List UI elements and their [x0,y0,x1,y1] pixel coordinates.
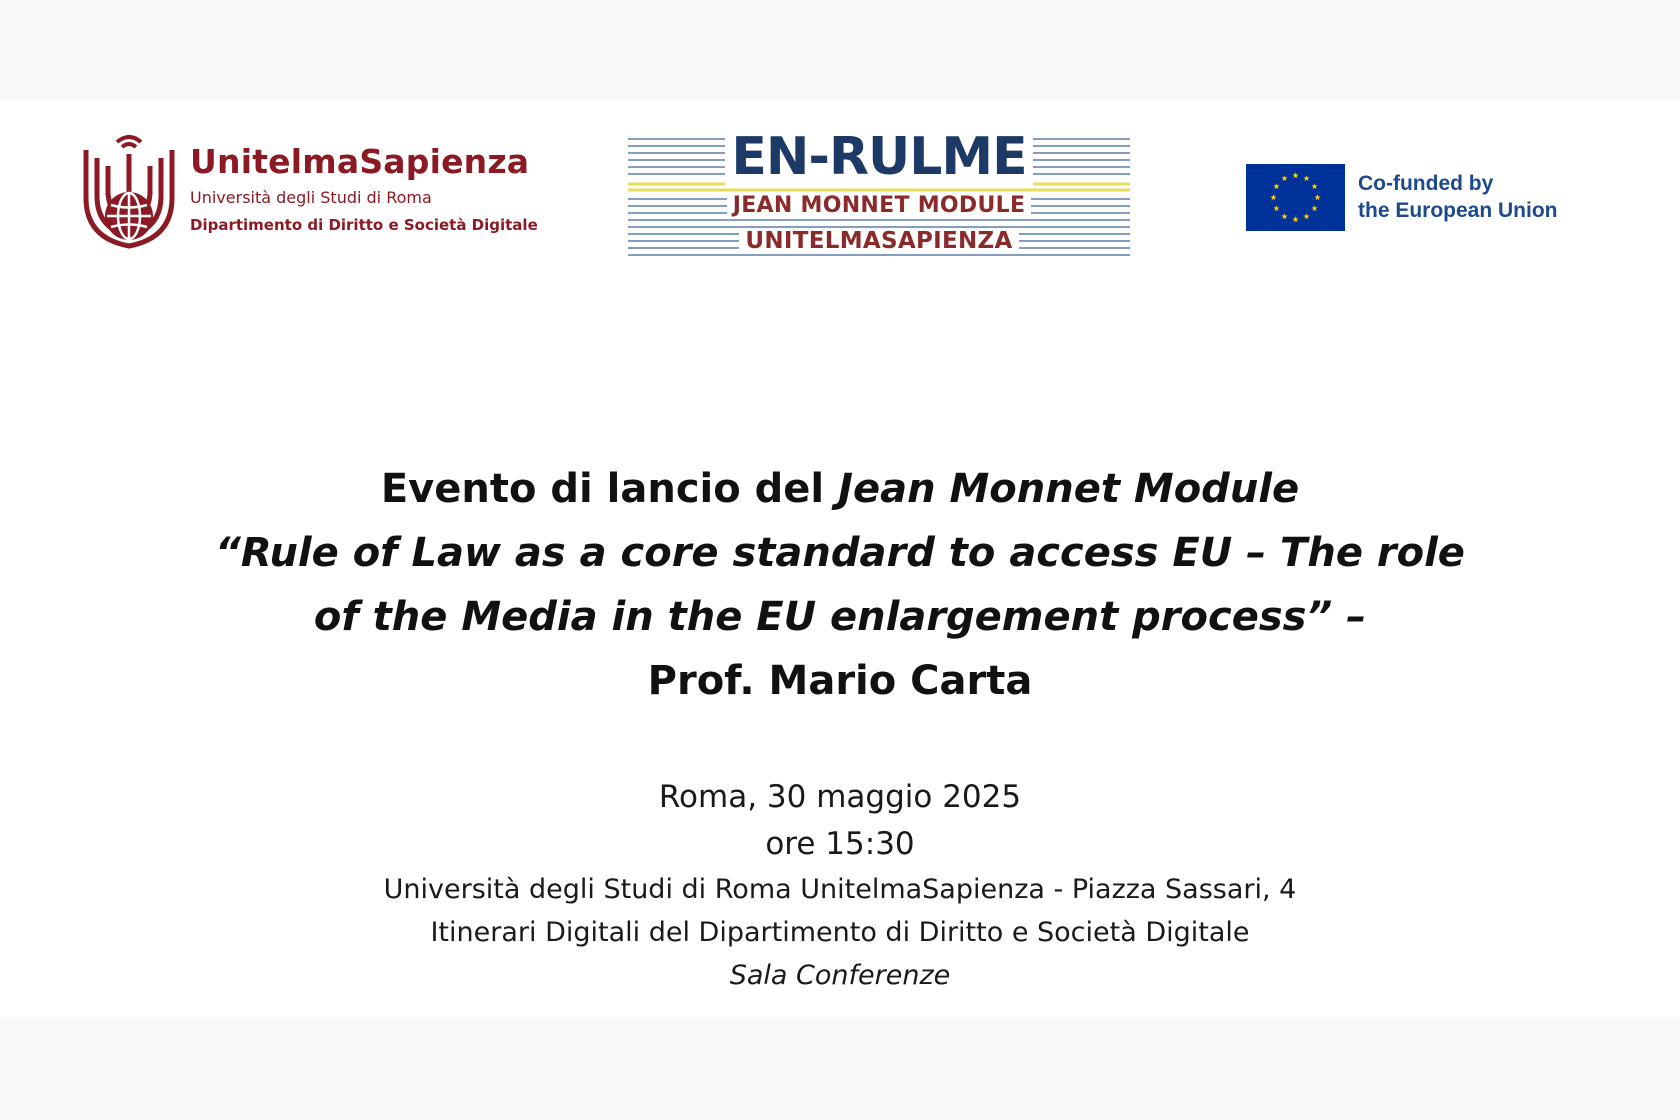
event-place: Università degli Studi di Roma UnitelmaSapienza - Piazza Sassari, 4 [383,874,1297,905]
university-subtitle: Università degli Studi di Roma [190,188,432,207]
jean-monnet-line1: JEAN MONNET MODULE [628,193,1130,218]
jean-monnet-title: EN-RULME [628,127,1130,187]
eu-star-icon [1312,183,1318,189]
event-date: Roma, 30 maggio 2025 [658,779,1022,815]
eu-star-icon [1303,175,1309,181]
eu-stars [1246,164,1345,231]
event-title [0,457,1680,713]
jean-monnet-logo [628,127,1130,259]
eu-star-icon [1292,172,1298,178]
title-line-2: “Rule of Law as a core standard to access EU – The role [215,530,1465,576]
event-itinerary: Itinerari Digitali del Dipartimento di Diritto e Società Digitale [430,917,1250,948]
event-room: Sala Conferenze [729,960,951,991]
event-details [0,774,1680,997]
eu-star-icon [1314,194,1320,200]
eu-flag-icon [1246,164,1345,231]
eu-star-icon [1273,183,1279,189]
eu-star-icon [1281,213,1287,219]
eu-cofunded-text [1358,170,1558,224]
eu-line2: the European Union [1358,199,1558,222]
eu-star-icon [1273,205,1279,211]
title-line-1: Evento di lancio del Jean Monnet Module [380,466,1300,512]
jean-monnet-line2: UNITELMASAPIENZA [628,228,1130,254]
eu-cofunded-logo [1246,164,1586,234]
eu-star-icon [1270,194,1276,200]
eu-star-icon [1292,216,1298,222]
university-name: UnitelmaSapienza [190,142,530,181]
title-line-3: of the Media in the EU enlargement process” – [313,594,1367,640]
eu-line1: Co-funded by [1358,172,1494,195]
university-emblem-icon [80,128,178,250]
university-logo [80,128,560,250]
title-speaker: Prof. Mario Carta [647,658,1033,704]
eu-star-icon [1281,175,1287,181]
university-department: Dipartimento di Diritto e Società Digitale [190,216,538,234]
eu-star-icon [1303,213,1309,219]
event-flyer [0,101,1680,1017]
eu-star-icon [1312,205,1318,211]
event-time: ore 15:30 [765,826,915,862]
